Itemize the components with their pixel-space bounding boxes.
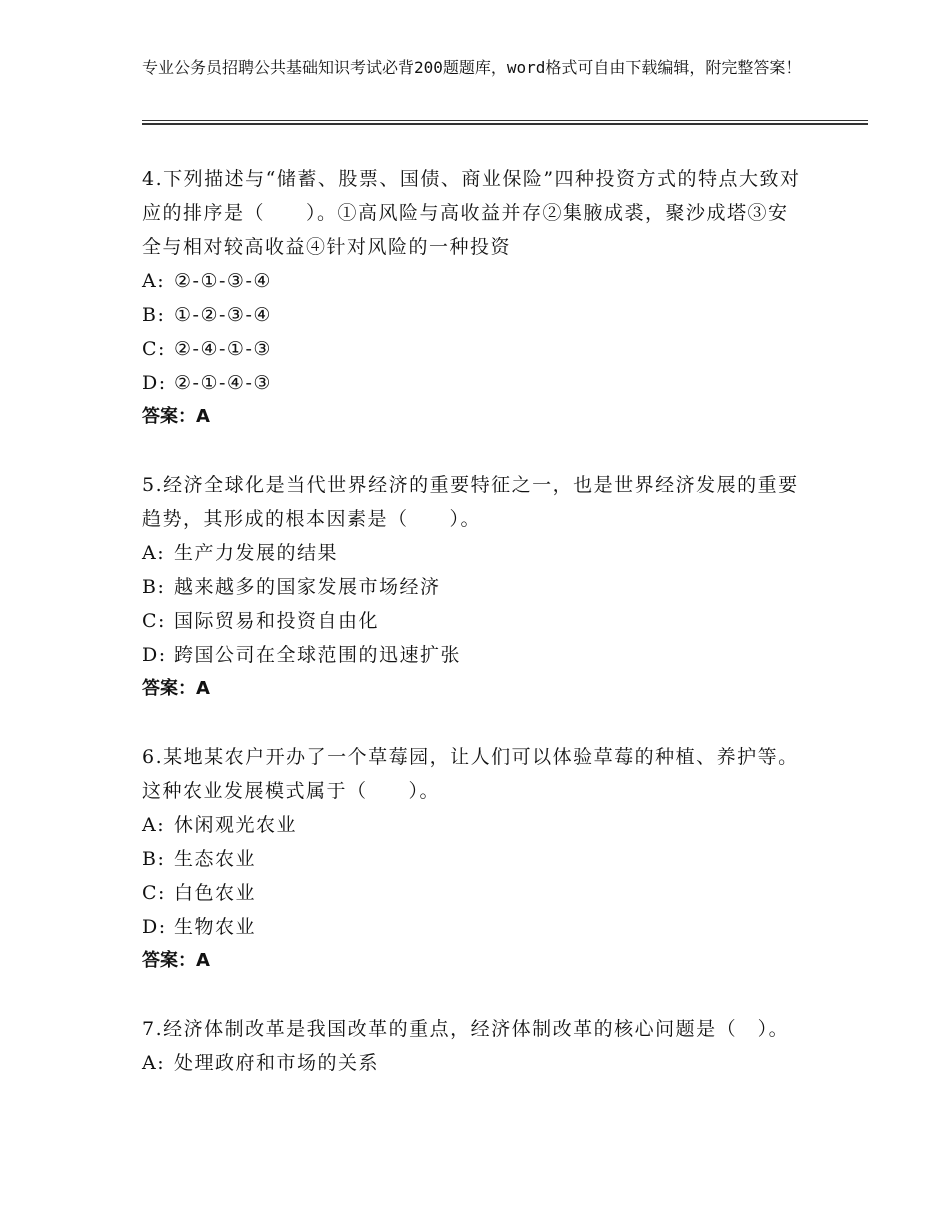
question-stem: 4.下列描述与“储蓄、股票、国债、商业保险”四种投资方式的特点大致对应的排序是（ ）。①高风险与高收益并存②集腋成裘，聚沙成塔③安全与相对较高收益④针对风险的一种投资 [142,168,801,258]
divider-line-thin [142,120,868,121]
option-c [142,332,802,366]
option-letter: B: [142,848,166,870]
option-letter: A: [142,1052,166,1074]
option-text: ②-①-④-③ [174,372,272,394]
option-text: 处理政府和市场的关系 [174,1052,380,1074]
option-letter: D: [142,644,167,666]
option-text: ②-①-③-④ [174,270,272,292]
option-letter: B: [142,576,166,598]
answer-line: 答案：A [142,950,210,971]
option-text: 生物农业 [174,916,257,938]
question-7 [142,1012,802,1080]
question-4 [142,162,802,434]
option-text: 休闲观光农业 [174,814,298,836]
option-letter: A: [142,542,166,564]
option-letter: C: [142,882,166,904]
question-stem: 6.某地某农户开办了一个草莓园，让人们可以体验草莓的种植、养护等。这种农业发展模式属于（ ）。 [142,746,799,802]
option-d [142,910,802,944]
divider-line-thick [142,123,868,125]
option-letter: C: [142,338,166,360]
option-text: ②-④-①-③ [174,338,272,360]
option-text: ①-②-③-④ [174,304,272,326]
option-a [142,264,802,298]
question-stem: 5.经济全球化是当代世界经济的重要特征之一，也是世界经济发展的重要趋势，其形成的根本因素是（ ）。 [142,474,799,530]
question-5 [142,468,802,706]
option-c [142,604,802,638]
option-text: 生态农业 [174,848,257,870]
option-letter: A: [142,270,166,292]
option-a [142,1046,802,1080]
option-letter: B: [142,304,166,326]
option-text: 国际贸易和投资自由化 [174,610,380,632]
question-list [142,162,802,1114]
option-text: 白色农业 [174,882,257,904]
option-text: 生产力发展的结果 [174,542,339,564]
option-a [142,808,802,842]
option-b [142,298,802,332]
answer-line: 答案：A [142,678,210,699]
option-c [142,876,802,910]
option-letter: C: [142,610,166,632]
header-divider [142,120,868,126]
option-letter: A: [142,814,166,836]
option-d [142,366,802,400]
option-a [142,536,802,570]
question-stem: 7.经济体制改革是我国改革的重点，经济体制改革的核心问题是（ ）。 [142,1018,790,1040]
question-6 [142,740,802,978]
option-letter: D: [142,372,167,394]
option-b [142,842,802,876]
option-b [142,570,802,604]
option-text: 越来越多的国家发展市场经济 [174,576,441,598]
option-text: 跨国公司在全球范围的迅速扩张 [174,644,462,666]
option-letter: D: [142,916,167,938]
page-header: 专业公务员招聘公共基础知识考试必背200题题库，word格式可自由下载编辑，附完整答案！ [142,58,802,77]
answer-line: 答案：A [142,406,210,427]
option-d [142,638,802,672]
